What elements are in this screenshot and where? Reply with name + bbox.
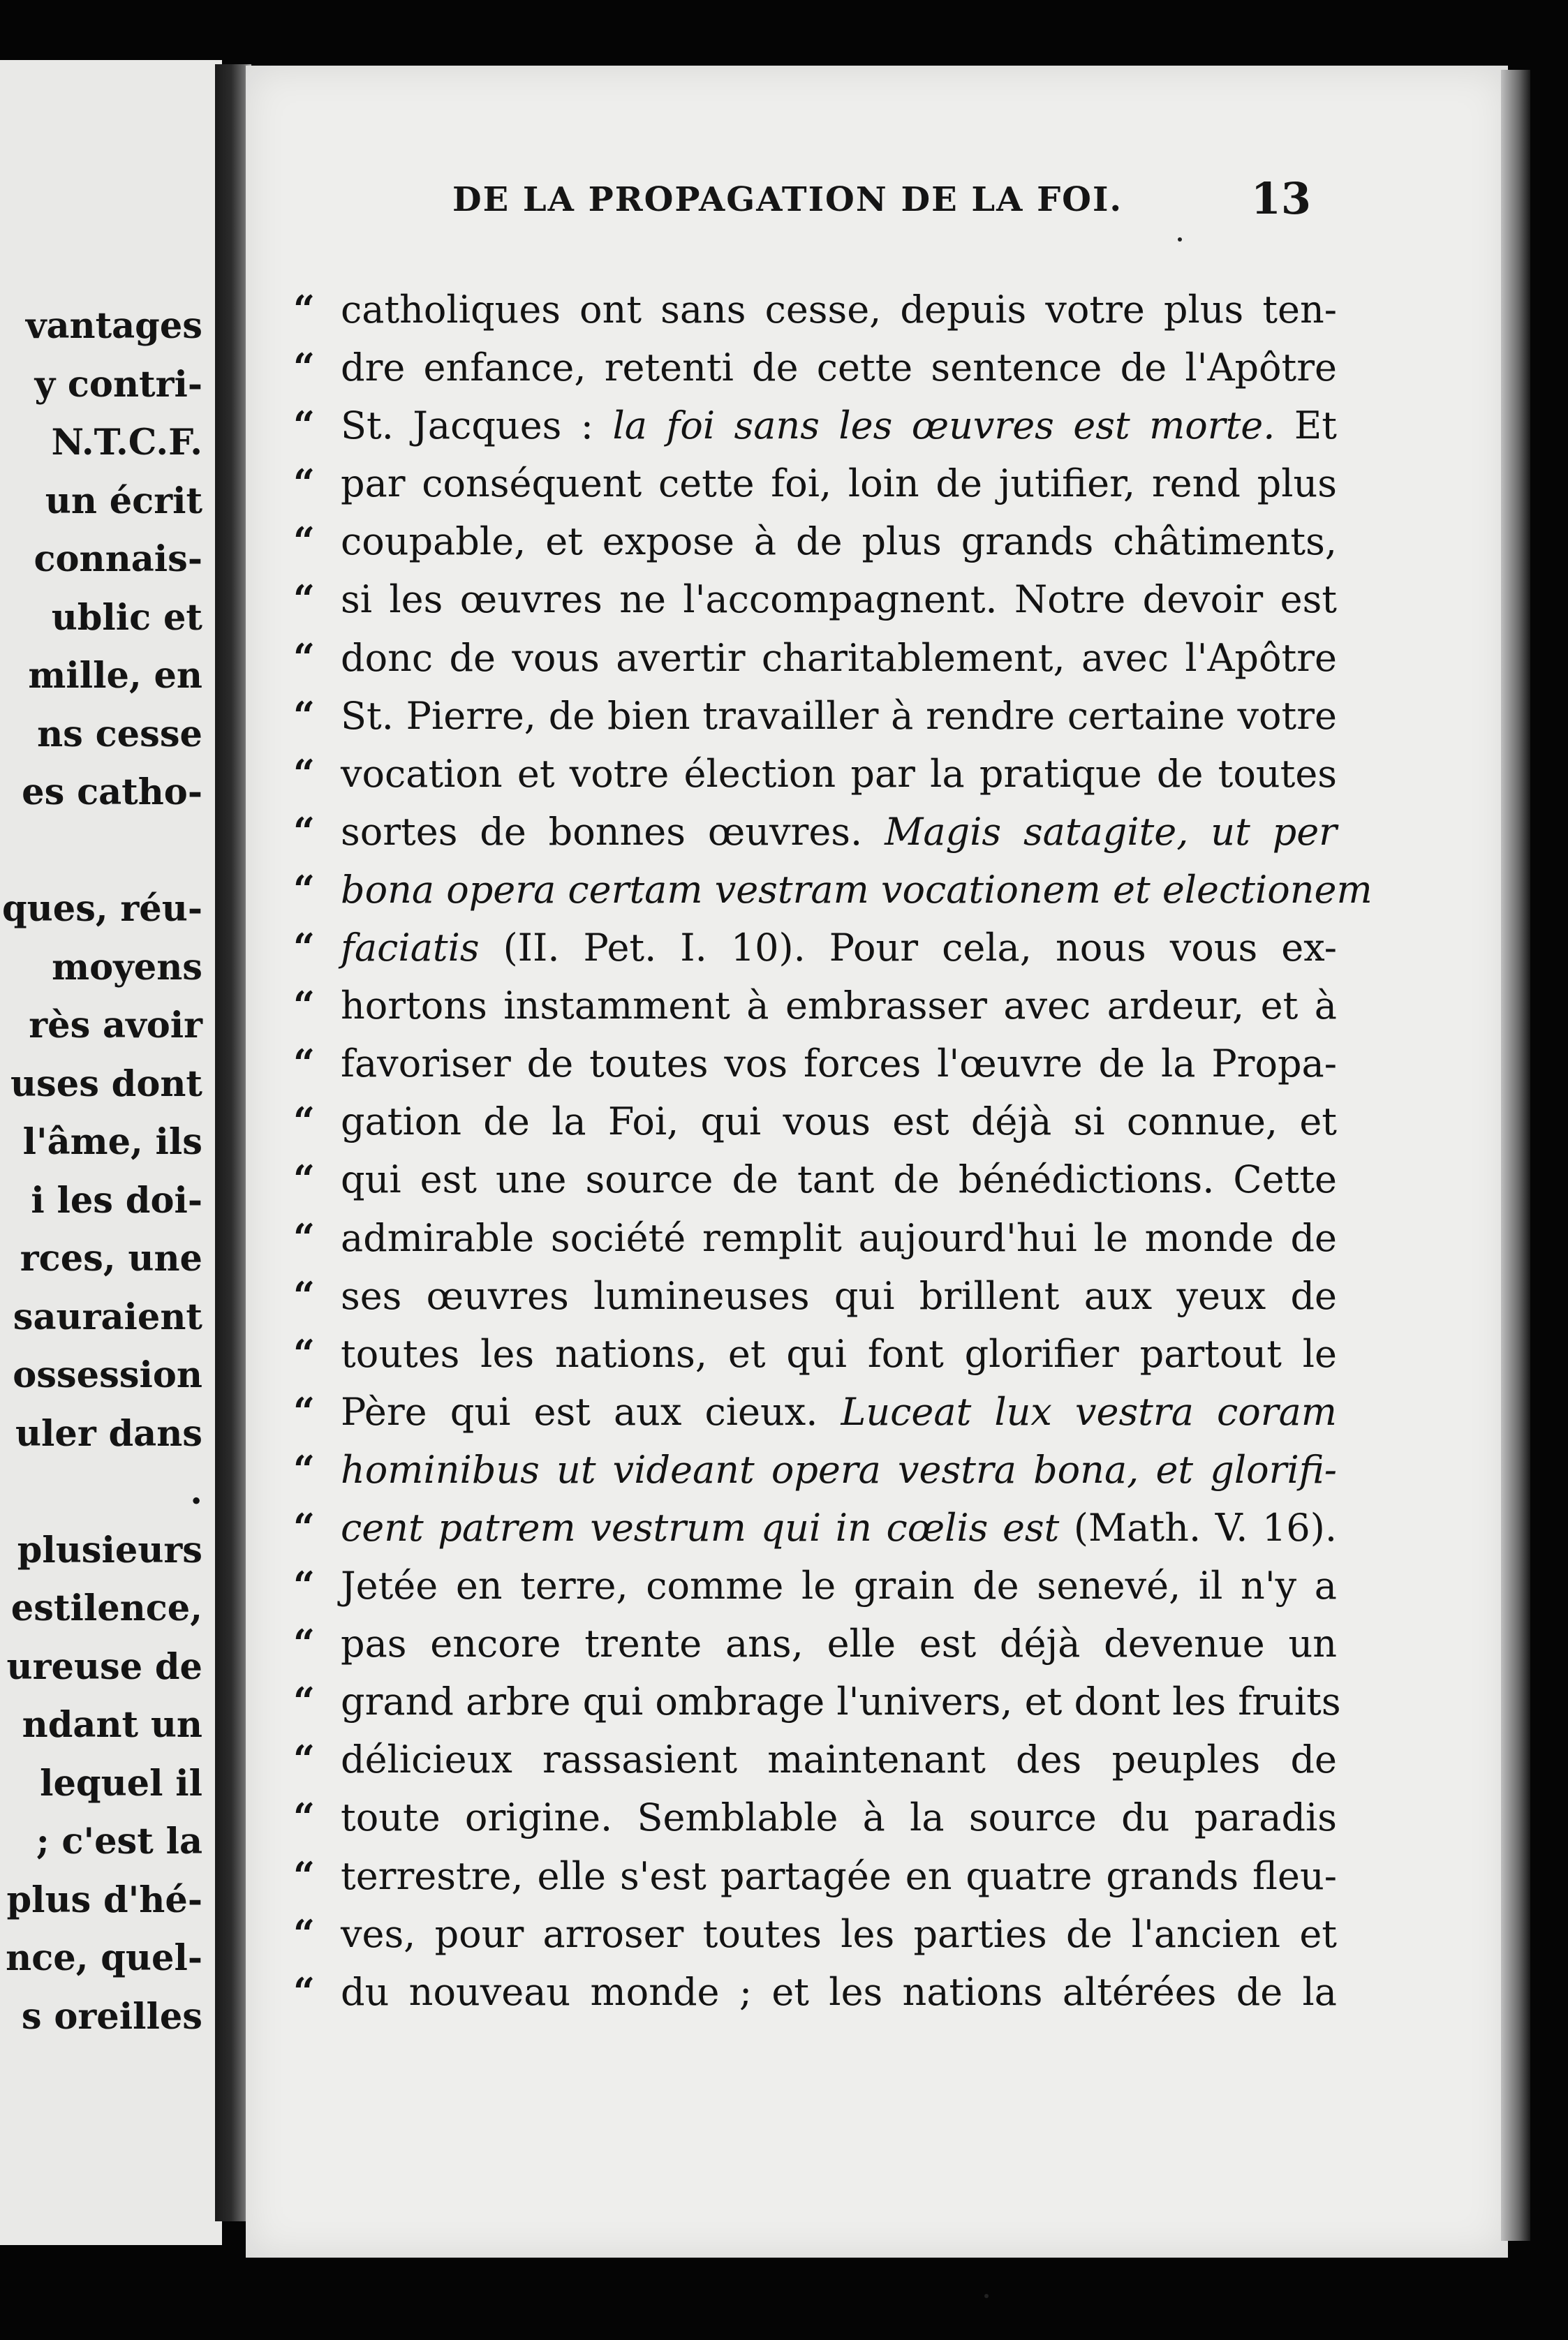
previous-page-line: i les doi- <box>31 1179 202 1222</box>
quote-mark: “ <box>293 1911 316 1956</box>
roman-text: Et <box>1275 403 1337 448</box>
roman-text: (II. Pet. I. 10). Pour cela, nous vous ex- <box>479 926 1337 970</box>
line-text: Jetée en terre, comme le grain de senevé, il n'y a <box>341 1564 1337 1608</box>
text-line <box>293 1673 1341 1731</box>
line-text <box>341 861 1373 919</box>
previous-page-line: rces, une <box>20 1238 202 1280</box>
line-text: pas encore trente ans, elle est déjà devenue un <box>341 1622 1337 1666</box>
line-text <box>341 1499 1337 1557</box>
text-line <box>293 1209 1337 1267</box>
line-text: qui est une source de tant de bénédictions. Cette <box>341 1157 1337 1202</box>
line-text: ses œuvres lumineuses qui brillent aux yeux de <box>341 1273 1337 1318</box>
latin-italic-text: Magis satagite, ut per <box>885 809 1337 854</box>
previous-page-line: ublic et <box>51 596 202 639</box>
quote-mark: “ <box>293 1446 316 1492</box>
page-header <box>452 173 1311 229</box>
text-line <box>293 1093 1337 1150</box>
text-line <box>293 919 1337 977</box>
quote-mark: “ <box>293 345 316 390</box>
quote-mark: “ <box>293 1273 316 1318</box>
previous-page-fragment <box>0 60 222 2245</box>
quote-mark: “ <box>293 1853 316 1898</box>
text-line <box>293 339 1337 397</box>
text-line <box>293 1789 1337 1846</box>
latin-italic-text: Luceat lux vestra coram <box>841 1389 1337 1434</box>
quote-mark: “ <box>293 750 316 796</box>
line-text: coupable, et expose à de plus grands châtiments, <box>341 519 1337 564</box>
line-text: ves, pour arroser toutes les parties de l'ancien et <box>341 1911 1337 1956</box>
quote-mark: “ <box>293 925 316 970</box>
latin-italic-text: la foi sans les œuvres est morte. <box>612 403 1275 448</box>
line-text: dre enfance, retenti de cette sentence de l'Apôtre <box>341 346 1337 390</box>
latin-italic-text: faciatis <box>341 926 480 970</box>
page-number: 13 <box>1250 173 1311 224</box>
text-line <box>293 1963 1337 2021</box>
running-head: DE LA PROPAGATION DE LA FOI. <box>452 180 1123 219</box>
quote-mark: “ <box>293 287 316 332</box>
text-line <box>293 861 1373 919</box>
quote-mark: “ <box>293 808 316 854</box>
line-text: hortons instamment à embrasser avec ardeur, et à <box>341 984 1337 1028</box>
previous-page-line: plusieurs <box>17 1529 202 1571</box>
quote-mark: “ <box>293 577 316 622</box>
text-line <box>293 512 1337 570</box>
quote-mark: “ <box>293 983 316 1028</box>
quote-mark: “ <box>293 1621 316 1666</box>
quote-mark: “ <box>293 1795 316 1840</box>
previous-page-line: nce, quel- <box>6 1937 202 1979</box>
quote-mark: “ <box>293 635 316 680</box>
previous-page-line: lequel il <box>40 1762 202 1805</box>
latin-italic-text: hominibus ut videant opera vestra bona, et glorifi- <box>341 1447 1337 1492</box>
previous-page-line: es catho- <box>22 771 202 813</box>
previous-page-line: . <box>190 1471 202 1513</box>
text-line <box>293 1383 1337 1441</box>
quote-mark: “ <box>293 1969 316 2014</box>
line-text: si les œuvres ne l'accompagnent. Notre devoir est <box>341 577 1337 622</box>
previous-page-line: estilence, <box>10 1587 202 1629</box>
text-line <box>293 281 1337 339</box>
line-text <box>341 803 1337 861</box>
line-text: St. Pierre, de bien travailler à rendre certaine votre <box>341 693 1337 738</box>
line-text: gation de la Foi, qui vous est déjà si connue, et <box>341 1099 1337 1144</box>
page-edge-shadow <box>1501 70 1530 2241</box>
quote-mark: “ <box>293 1563 316 1608</box>
quote-mark: “ <box>293 1157 316 1202</box>
quote-mark: “ <box>293 693 316 738</box>
text-line <box>293 803 1337 861</box>
text-line <box>293 1441 1337 1499</box>
text-line <box>293 1557 1337 1615</box>
previous-page-line: s oreilles <box>21 1995 202 2038</box>
line-text: catholiques ont sans cesse, depuis votre plus ten- <box>341 288 1337 332</box>
roman-text: sortes de bonnes œuvres. <box>341 809 885 854</box>
previous-page-line: uses dont <box>10 1062 202 1105</box>
previous-page-line: N.T.C.F. <box>51 422 202 464</box>
line-text: admirable société remplit aujourd'hui le monde de <box>341 1215 1337 1260</box>
line-text: favoriser de toutes vos forces l'œuvre de la Propa- <box>341 1042 1337 1086</box>
line-text <box>341 919 1337 977</box>
text-line <box>293 397 1337 454</box>
previous-page-text <box>2 297 202 2046</box>
line-text <box>341 397 1337 454</box>
text-line <box>293 570 1337 628</box>
line-text: donc de vous avertir charitablement, avec l'Apôtre <box>341 635 1337 680</box>
previous-page-line: connais- <box>34 538 202 580</box>
text-line <box>293 745 1337 803</box>
line-text <box>341 1441 1337 1499</box>
previous-page-line: l'âme, ils <box>22 1121 202 1163</box>
quote-mark: “ <box>293 1215 316 1260</box>
previous-page-line: ques, réu- <box>2 888 202 930</box>
quote-mark: “ <box>293 1331 316 1376</box>
roman-text: St. Jacques : <box>341 403 613 448</box>
line-text: toute origine. Semblable à la source du paradis <box>341 1795 1337 1840</box>
previous-page-line: ossession <box>13 1354 202 1396</box>
quote-mark: “ <box>293 1099 316 1144</box>
previous-page-line: moyens <box>52 946 202 988</box>
previous-page-line: plus d'hé- <box>6 1879 202 1921</box>
print-speck <box>1178 237 1182 242</box>
text-line <box>293 1035 1337 1093</box>
text-line <box>293 1615 1337 1673</box>
previous-page-line: y contri- <box>34 363 202 406</box>
roman-text: (Math. V. 16). <box>1059 1505 1337 1550</box>
quote-mark: “ <box>293 403 316 448</box>
text-line <box>293 1325 1337 1383</box>
text-line <box>293 1731 1337 1789</box>
text-line <box>293 1150 1337 1208</box>
previous-page-line: ureuse de <box>6 1645 202 1688</box>
previous-page-line: ns cesse <box>37 713 202 755</box>
quote-mark: “ <box>293 1504 316 1550</box>
previous-page-line: vantages <box>25 305 202 347</box>
quote-mark: “ <box>293 1679 316 1724</box>
text-line <box>293 454 1337 512</box>
previous-page-line: mille, en <box>28 655 202 697</box>
latin-italic-text: cent patrem vestrum qui in cœlis est <box>341 1505 1060 1550</box>
quote-mark: “ <box>293 1389 316 1434</box>
line-text: par conséquent cette foi, loin de jutifier, rend plus <box>341 461 1337 506</box>
line-text: du nouveau monde ; et les nations altérées de la <box>341 1969 1337 2014</box>
line-text: délicieux rassasient maintenant des peuples de <box>341 1738 1337 1782</box>
previous-page-line: ; c'est la <box>36 1821 202 1863</box>
text-line <box>293 1267 1337 1325</box>
previous-page-line: un écrit <box>45 480 202 522</box>
text-line <box>293 1905 1337 1963</box>
previous-page-line: ndant un <box>22 1704 202 1746</box>
text-line <box>293 629 1337 687</box>
line-text: vocation et votre élection par la pratique de toutes <box>341 751 1337 796</box>
line-text: toutes les nations, et qui font glorifier partout le <box>341 1331 1337 1376</box>
previous-page-line <box>2 822 202 881</box>
quote-mark: “ <box>293 1041 316 1086</box>
quote-mark: “ <box>293 1737 316 1782</box>
text-line <box>293 1499 1337 1557</box>
roman-text: Père qui est aux cieux. <box>341 1389 841 1434</box>
latin-italic-text: bona opera certam vestram vocationem et electionem <box>341 867 1373 912</box>
quote-mark: “ <box>293 519 316 564</box>
quote-mark: “ <box>293 461 316 506</box>
line-text: grand arbre qui ombrage l'univers, et dont les fruits <box>341 1680 1341 1724</box>
line-text: terrestre, elle s'est partagée en quatre grands fleu- <box>341 1853 1337 1898</box>
text-line <box>293 1847 1337 1905</box>
page-body-text <box>293 281 1373 2021</box>
previous-page-line: rès avoir <box>29 1005 202 1046</box>
text-line <box>293 977 1337 1035</box>
previous-page-line: uler dans <box>15 1412 202 1455</box>
print-speck <box>984 2294 989 2298</box>
text-line <box>293 687 1337 745</box>
quote-mark: “ <box>293 866 316 912</box>
previous-page-line: sauraient <box>13 1296 202 1338</box>
line-text <box>341 1383 1337 1441</box>
